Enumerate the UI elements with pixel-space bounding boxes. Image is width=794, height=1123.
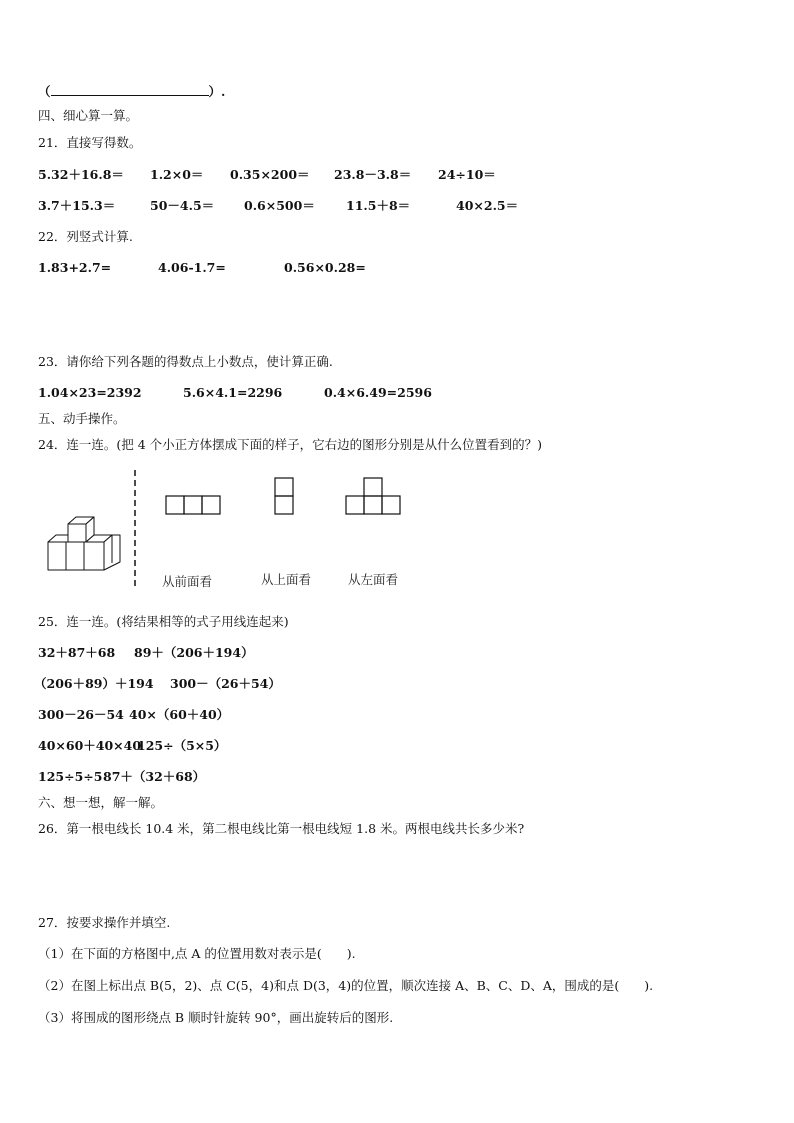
q25-left-5[interactable]: 125÷5÷5: [38, 769, 103, 784]
q26-title: 26．第一根电线长 10.4 米，第二根电线比第一根电线短 1.8 米。两根电线共长多少米?: [38, 821, 525, 836]
section-6-heading: 六、想一想，解一解。: [38, 795, 164, 810]
caption-left-view: 从左面看: [348, 572, 399, 587]
q25-right-4[interactable]: 125÷（5×5）: [137, 738, 227, 753]
q22-item-3: 0.56×0.28=: [284, 260, 366, 275]
answer-blank-line: [38, 83, 225, 100]
q23-item-1: 1.04×23=2392: [38, 385, 142, 400]
view-front-shape: [166, 496, 220, 514]
q25-left-1[interactable]: 32＋87＋68: [38, 645, 116, 660]
caption-top-view: 从上面看: [261, 572, 312, 587]
q21-r2-c4: 11.5＋8＝: [346, 198, 411, 213]
cube-stack-3d-drawing: [48, 517, 120, 570]
q27-part-1: （1）在下面的方格图中,点 A 的位置用数对表示是( ).: [38, 946, 356, 961]
q22-item-2: 4.06-1.7=: [158, 260, 226, 275]
q21-r1-c4: 23.8－3.8＝: [334, 167, 412, 182]
q21-r1-c1: 5.32＋16.8＝: [38, 167, 124, 182]
q24-figure: [0, 462, 794, 622]
q24-title: 24．连一连。(把 4 个小正方体摆成下面的样子，它右边的图形分别是从什么位置看到的？): [38, 437, 543, 452]
blank-close-paren: ）.: [208, 84, 226, 99]
q25-right-2[interactable]: 300－（26＋54）: [170, 676, 281, 691]
cube-top-front: [68, 524, 86, 542]
caption-front-view: 从前面看: [162, 574, 213, 589]
q23-item-2: 5.6×4.1=2296: [183, 385, 283, 400]
cube-bottom-3-front: [84, 542, 104, 570]
answer-blank[interactable]: [51, 83, 209, 96]
view-top-shape: [275, 478, 293, 514]
q21-r1-c2: 1.2×0＝: [150, 167, 204, 182]
q22-item-1: 1.83+2.7=: [38, 260, 112, 275]
section-4-heading: 四、细心算一算。: [38, 108, 139, 123]
q25-right-5[interactable]: 87＋（32＋68）: [103, 769, 206, 784]
q25-left-3[interactable]: 300－26－54: [38, 707, 124, 722]
q22-title: 22．列竖式计算.: [38, 229, 133, 244]
blank-open-paren: （: [38, 84, 51, 99]
cube-bottom-1-top: [48, 535, 68, 542]
q23-title: 23．请你给下列各题的得数点上小数点，使计算正确.: [38, 354, 333, 369]
q27-title: 27．按要求操作并填空.: [38, 915, 171, 930]
q25-left-2[interactable]: （206＋89）＋194: [34, 676, 154, 691]
section-5-heading: 五、动手操作。: [38, 411, 126, 426]
q21-title: 21．直接写得数。: [38, 135, 142, 150]
q25-right-3[interactable]: 40×（60＋40）: [129, 707, 230, 722]
q27-part-3: （3）将围成的图形绕点 B 顺时针旋转 90°，画出旋转后的图形.: [38, 1010, 394, 1025]
q23-item-3: 0.4×6.49=2596: [324, 385, 432, 400]
cube-bottom-2-front: [66, 542, 84, 570]
cube-bottom-1-front: [48, 542, 66, 570]
q21-r2-c2: 50－4.5＝: [150, 198, 215, 213]
q25-right-1[interactable]: 89＋（206＋194）: [134, 645, 254, 660]
q21-r2-c3: 0.6×500＝: [244, 198, 315, 213]
q21-r1-c5: 24÷10＝: [438, 167, 496, 182]
q21-r2-c5: 40×2.5＝: [456, 198, 519, 213]
q21-r2-c1: 3.7＋15.3＝: [38, 198, 116, 213]
q21-r1-c3: 0.35×200＝: [230, 167, 310, 182]
view-left-shape: [346, 478, 400, 514]
q27-part-2: （2）在图上标出点 B(5，2)、点 C(5，4)和点 D(3，4)的位置，顺次连接 A、B、C、D、A，围成的是( ).: [38, 978, 654, 993]
q25-left-4[interactable]: 40×60＋40×40: [38, 738, 142, 753]
q25-title: 25．连一连。(将结果相等的式子用线连起来): [38, 614, 289, 629]
